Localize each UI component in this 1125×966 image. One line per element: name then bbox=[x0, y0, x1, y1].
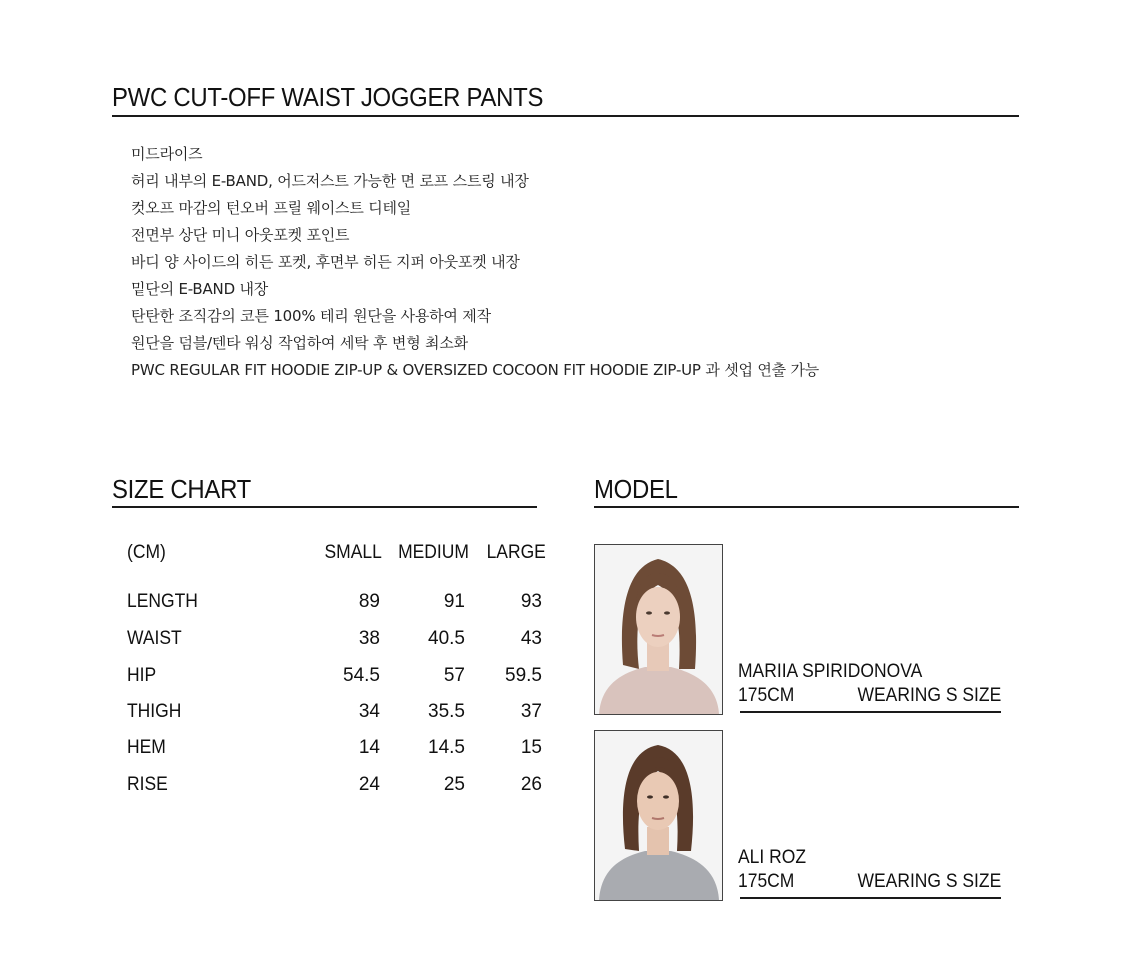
size-header-small: SMALL bbox=[324, 542, 382, 563]
cell-large: 37 bbox=[520, 701, 542, 722]
model-height: 175CM bbox=[738, 685, 795, 706]
cell-small: 89 bbox=[358, 591, 380, 612]
cell-medium: 14.5 bbox=[428, 737, 465, 758]
title-divider bbox=[112, 115, 1019, 117]
cell-medium: 35.5 bbox=[428, 701, 465, 722]
description-line: 허리 내부의 E-BAND, 어드저스트 가능한 면 로프 스트링 내장 bbox=[131, 172, 529, 190]
cell-large: 93 bbox=[520, 591, 542, 612]
row-label: HIP bbox=[127, 665, 157, 686]
size-header-medium: MEDIUM bbox=[398, 542, 469, 563]
cell-small: 38 bbox=[358, 628, 380, 649]
cell-medium: 91 bbox=[443, 591, 465, 612]
model-divider bbox=[740, 897, 1001, 899]
cell-large: 15 bbox=[520, 737, 542, 758]
description-line: 원단을 덤블/텐타 워싱 작업하여 세탁 후 변형 최소화 bbox=[131, 334, 468, 352]
model-divider bbox=[740, 711, 1001, 713]
row-label: LENGTH bbox=[127, 591, 198, 612]
model-portrait-icon bbox=[595, 545, 722, 714]
model-photo bbox=[594, 544, 723, 715]
description-line: 전면부 상단 미니 아웃포켓 포인트 bbox=[131, 226, 350, 244]
model-divider bbox=[594, 506, 1019, 508]
model-height: 175CM bbox=[738, 871, 795, 892]
description-line: PWC REGULAR FIT HOODIE ZIP-UP & OVERSIZED COCOON FIT HOODIE ZIP-UP 과 셋업 연출 가능 bbox=[131, 361, 820, 379]
row-label: HEM bbox=[127, 737, 166, 758]
cell-small: 34 bbox=[358, 701, 380, 722]
cell-small: 24 bbox=[358, 774, 380, 795]
model-name: MARIIA SPIRIDONOVA bbox=[738, 661, 923, 682]
size-chart-title: SIZE CHART bbox=[112, 474, 252, 504]
cell-large: 26 bbox=[520, 774, 542, 795]
cell-medium: 40.5 bbox=[428, 628, 465, 649]
model-title: MODEL bbox=[594, 474, 678, 504]
description-line: 밑단의 E-BAND 내장 bbox=[131, 280, 269, 298]
row-label: RISE bbox=[127, 774, 168, 795]
size-chart-divider bbox=[112, 506, 537, 508]
description-line: 바디 양 사이드의 히든 포켓, 후면부 히든 지퍼 아웃포켓 내장 bbox=[131, 253, 520, 271]
cell-small: 54.5 bbox=[343, 665, 380, 686]
product-title: PWC CUT-OFF WAIST JOGGER PANTS bbox=[112, 82, 544, 112]
unit-label: (CM) bbox=[127, 542, 166, 563]
cell-medium: 25 bbox=[443, 774, 465, 795]
model-portrait-icon bbox=[595, 731, 722, 900]
description-line: 미드라이즈 bbox=[131, 145, 203, 163]
cell-medium: 57 bbox=[443, 665, 465, 686]
cell-small: 14 bbox=[358, 737, 380, 758]
cell-large: 43 bbox=[520, 628, 542, 649]
model-wearing-size: WEARING S SIZE bbox=[857, 685, 1001, 706]
model-photo bbox=[594, 730, 723, 901]
cell-large: 59.5 bbox=[505, 665, 542, 686]
description-line: 컷오프 마감의 턴오버 프릴 웨이스트 디테일 bbox=[131, 199, 412, 217]
model-wearing-size: WEARING S SIZE bbox=[857, 871, 1001, 892]
model-name: ALI ROZ bbox=[738, 847, 806, 868]
row-label: WAIST bbox=[127, 628, 182, 649]
description-line: 탄탄한 조직감의 코튼 100% 테리 원단을 사용하여 제작 bbox=[131, 307, 491, 325]
size-header-large: LARGE bbox=[486, 542, 546, 563]
row-label: THIGH bbox=[127, 701, 182, 722]
